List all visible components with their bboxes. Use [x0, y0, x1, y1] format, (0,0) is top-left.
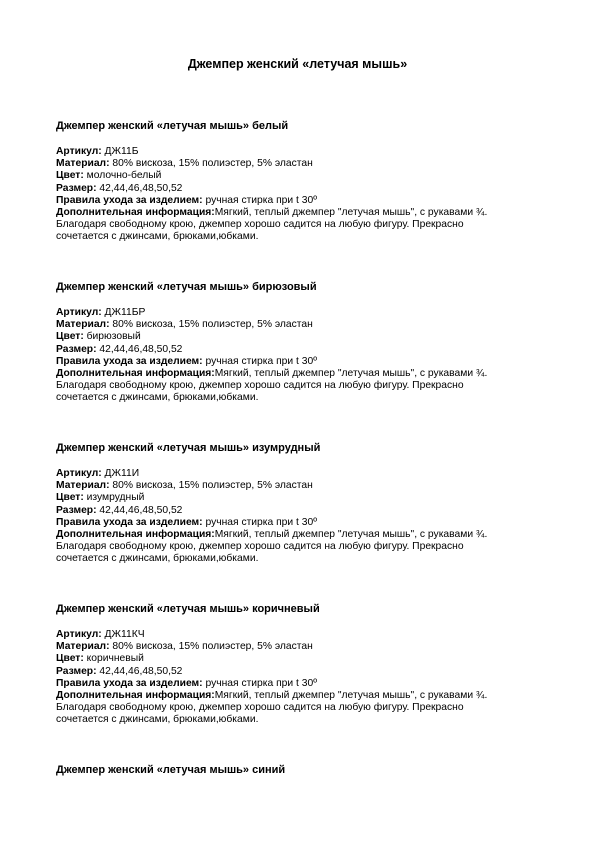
- material-row: [56, 319, 556, 331]
- info-row: [56, 207, 556, 219]
- product-title: Джемпер женский «летучая мышь» белый: [56, 120, 289, 132]
- color-row: [56, 492, 556, 504]
- article-value: ДЖ11Б: [101, 146, 139, 157]
- size-value: 42,44,46,48,50,52: [96, 343, 183, 355]
- article-value: ДЖ11КЧ: [101, 629, 145, 640]
- info-label: Дополнительная информация:: [56, 207, 215, 219]
- info-line: сочетается с джинсами, брюками,юбками.: [56, 553, 259, 565]
- article-label: Артикул:: [56, 146, 102, 157]
- care-label: Правила ухода за изделием:: [56, 355, 203, 367]
- color-row: [56, 331, 556, 343]
- product-section: [56, 603, 556, 727]
- article-row: [56, 146, 556, 158]
- material-value: 80% вискоза, 15% полиэстер, 5% эластан: [109, 641, 313, 653]
- care-value: ручная стирка при t 30º: [202, 516, 317, 528]
- size-row: [56, 666, 556, 678]
- info-line: Мягкий, теплый джемпер "летучая мышь", с рукавами ¾.: [214, 529, 488, 541]
- color-label: Цвет:: [56, 170, 84, 182]
- care-row: [56, 678, 556, 690]
- info-line: Мягкий, теплый джемпер "летучая мышь", с рукавами ¾.: [214, 690, 488, 702]
- product-title: Джемпер женский «летучая мышь» синий: [56, 764, 286, 776]
- info-line: Благодаря свободному крою, джемпер хорошо садится на любую фигуру. Прекрасно: [56, 219, 464, 231]
- size-value: 42,44,46,48,50,52: [96, 665, 183, 677]
- article-row: [56, 468, 556, 480]
- article-row: [56, 629, 556, 641]
- material-value: 80% вискоза, 15% полиэстер, 5% эластан: [109, 480, 313, 492]
- article-value: ДЖ11БР: [101, 307, 146, 318]
- article-label: Артикул:: [56, 307, 102, 318]
- info-line: Благодаря свободному крою, джемпер хорошо садится на любую фигуру. Прекрасно: [56, 702, 464, 714]
- info-label: Дополнительная информация:: [56, 690, 215, 702]
- info-line: Мягкий, теплый джемпер "летучая мышь", с рукавами ¾.: [214, 207, 488, 219]
- care-label: Правила ухода за изделием:: [56, 516, 203, 528]
- size-value: 42,44,46,48,50,52: [96, 504, 183, 516]
- color-row: [56, 653, 556, 665]
- product-section: [56, 442, 556, 566]
- color-value: коричневый: [83, 653, 144, 665]
- product-section: [56, 764, 556, 790]
- care-value: ручная стирка при t 30º: [202, 677, 317, 689]
- info-line: сочетается с джинсами, брюками,юбками.: [56, 231, 259, 243]
- care-row: [56, 356, 556, 368]
- material-label: Материал:: [56, 158, 110, 170]
- size-label: Размер:: [56, 665, 97, 677]
- care-label: Правила ухода за изделием:: [56, 194, 203, 206]
- product-section: [56, 120, 556, 244]
- material-row: [56, 158, 556, 170]
- info-line: Благодаря свободному крою, джемпер хорошо садится на любую фигуру. Прекрасно: [56, 380, 464, 392]
- size-label: Размер:: [56, 343, 97, 355]
- care-label: Правила ухода за изделием:: [56, 677, 203, 689]
- article-row: [56, 307, 556, 319]
- info-label: Дополнительная информация:: [56, 368, 215, 380]
- document-title: Джемпер женский «летучая мышь»: [187, 57, 408, 71]
- size-row: [56, 344, 556, 356]
- material-value: 80% вискоза, 15% полиэстер, 5% эластан: [109, 158, 313, 170]
- product-title: Джемпер женский «летучая мышь» коричневый: [56, 603, 320, 615]
- material-value: 80% вискоза, 15% полиэстер, 5% эластан: [109, 319, 313, 331]
- care-value: ручная стирка при t 30º: [202, 355, 317, 367]
- info-row: [56, 368, 556, 380]
- color-value: молочно-белый: [83, 170, 162, 182]
- size-row: [56, 505, 556, 517]
- care-row: [56, 517, 556, 529]
- size-label: Размер:: [56, 182, 97, 194]
- material-row: [56, 641, 556, 653]
- size-label: Размер:: [56, 504, 97, 516]
- info-line: Благодаря свободному крою, джемпер хорошо садится на любую фигуру. Прекрасно: [56, 541, 464, 553]
- article-label: Артикул:: [56, 468, 102, 479]
- material-row: [56, 480, 556, 492]
- article-label: Артикул:: [56, 629, 102, 640]
- product-title: Джемпер женский «летучая мышь» изумрудный: [56, 442, 321, 454]
- product-section: [56, 281, 556, 405]
- article-value: ДЖ11И: [101, 468, 140, 479]
- color-label: Цвет:: [56, 331, 84, 343]
- color-value: бирюзовый: [83, 331, 141, 343]
- color-label: Цвет:: [56, 653, 84, 665]
- care-row: [56, 195, 556, 207]
- size-row: [56, 183, 556, 195]
- color-label: Цвет:: [56, 492, 84, 504]
- material-label: Материал:: [56, 480, 110, 492]
- info-label: Дополнительная информация:: [56, 529, 215, 541]
- info-line: сочетается с джинсами, брюками,юбками.: [56, 392, 259, 404]
- info-row: [56, 529, 556, 541]
- info-line: Мягкий, теплый джемпер "летучая мышь", с рукавами ¾.: [214, 368, 488, 380]
- color-value: изумрудный: [83, 492, 145, 504]
- info-row: [56, 690, 556, 702]
- color-row: [56, 170, 556, 182]
- material-label: Материал:: [56, 319, 110, 331]
- material-label: Материал:: [56, 641, 110, 653]
- care-value: ручная стирка при t 30º: [202, 194, 317, 206]
- info-line: сочетается с джинсами, брюками,юбками.: [56, 714, 259, 726]
- product-title: Джемпер женский «летучая мышь» бирюзовый: [56, 281, 317, 293]
- size-value: 42,44,46,48,50,52: [96, 182, 183, 194]
